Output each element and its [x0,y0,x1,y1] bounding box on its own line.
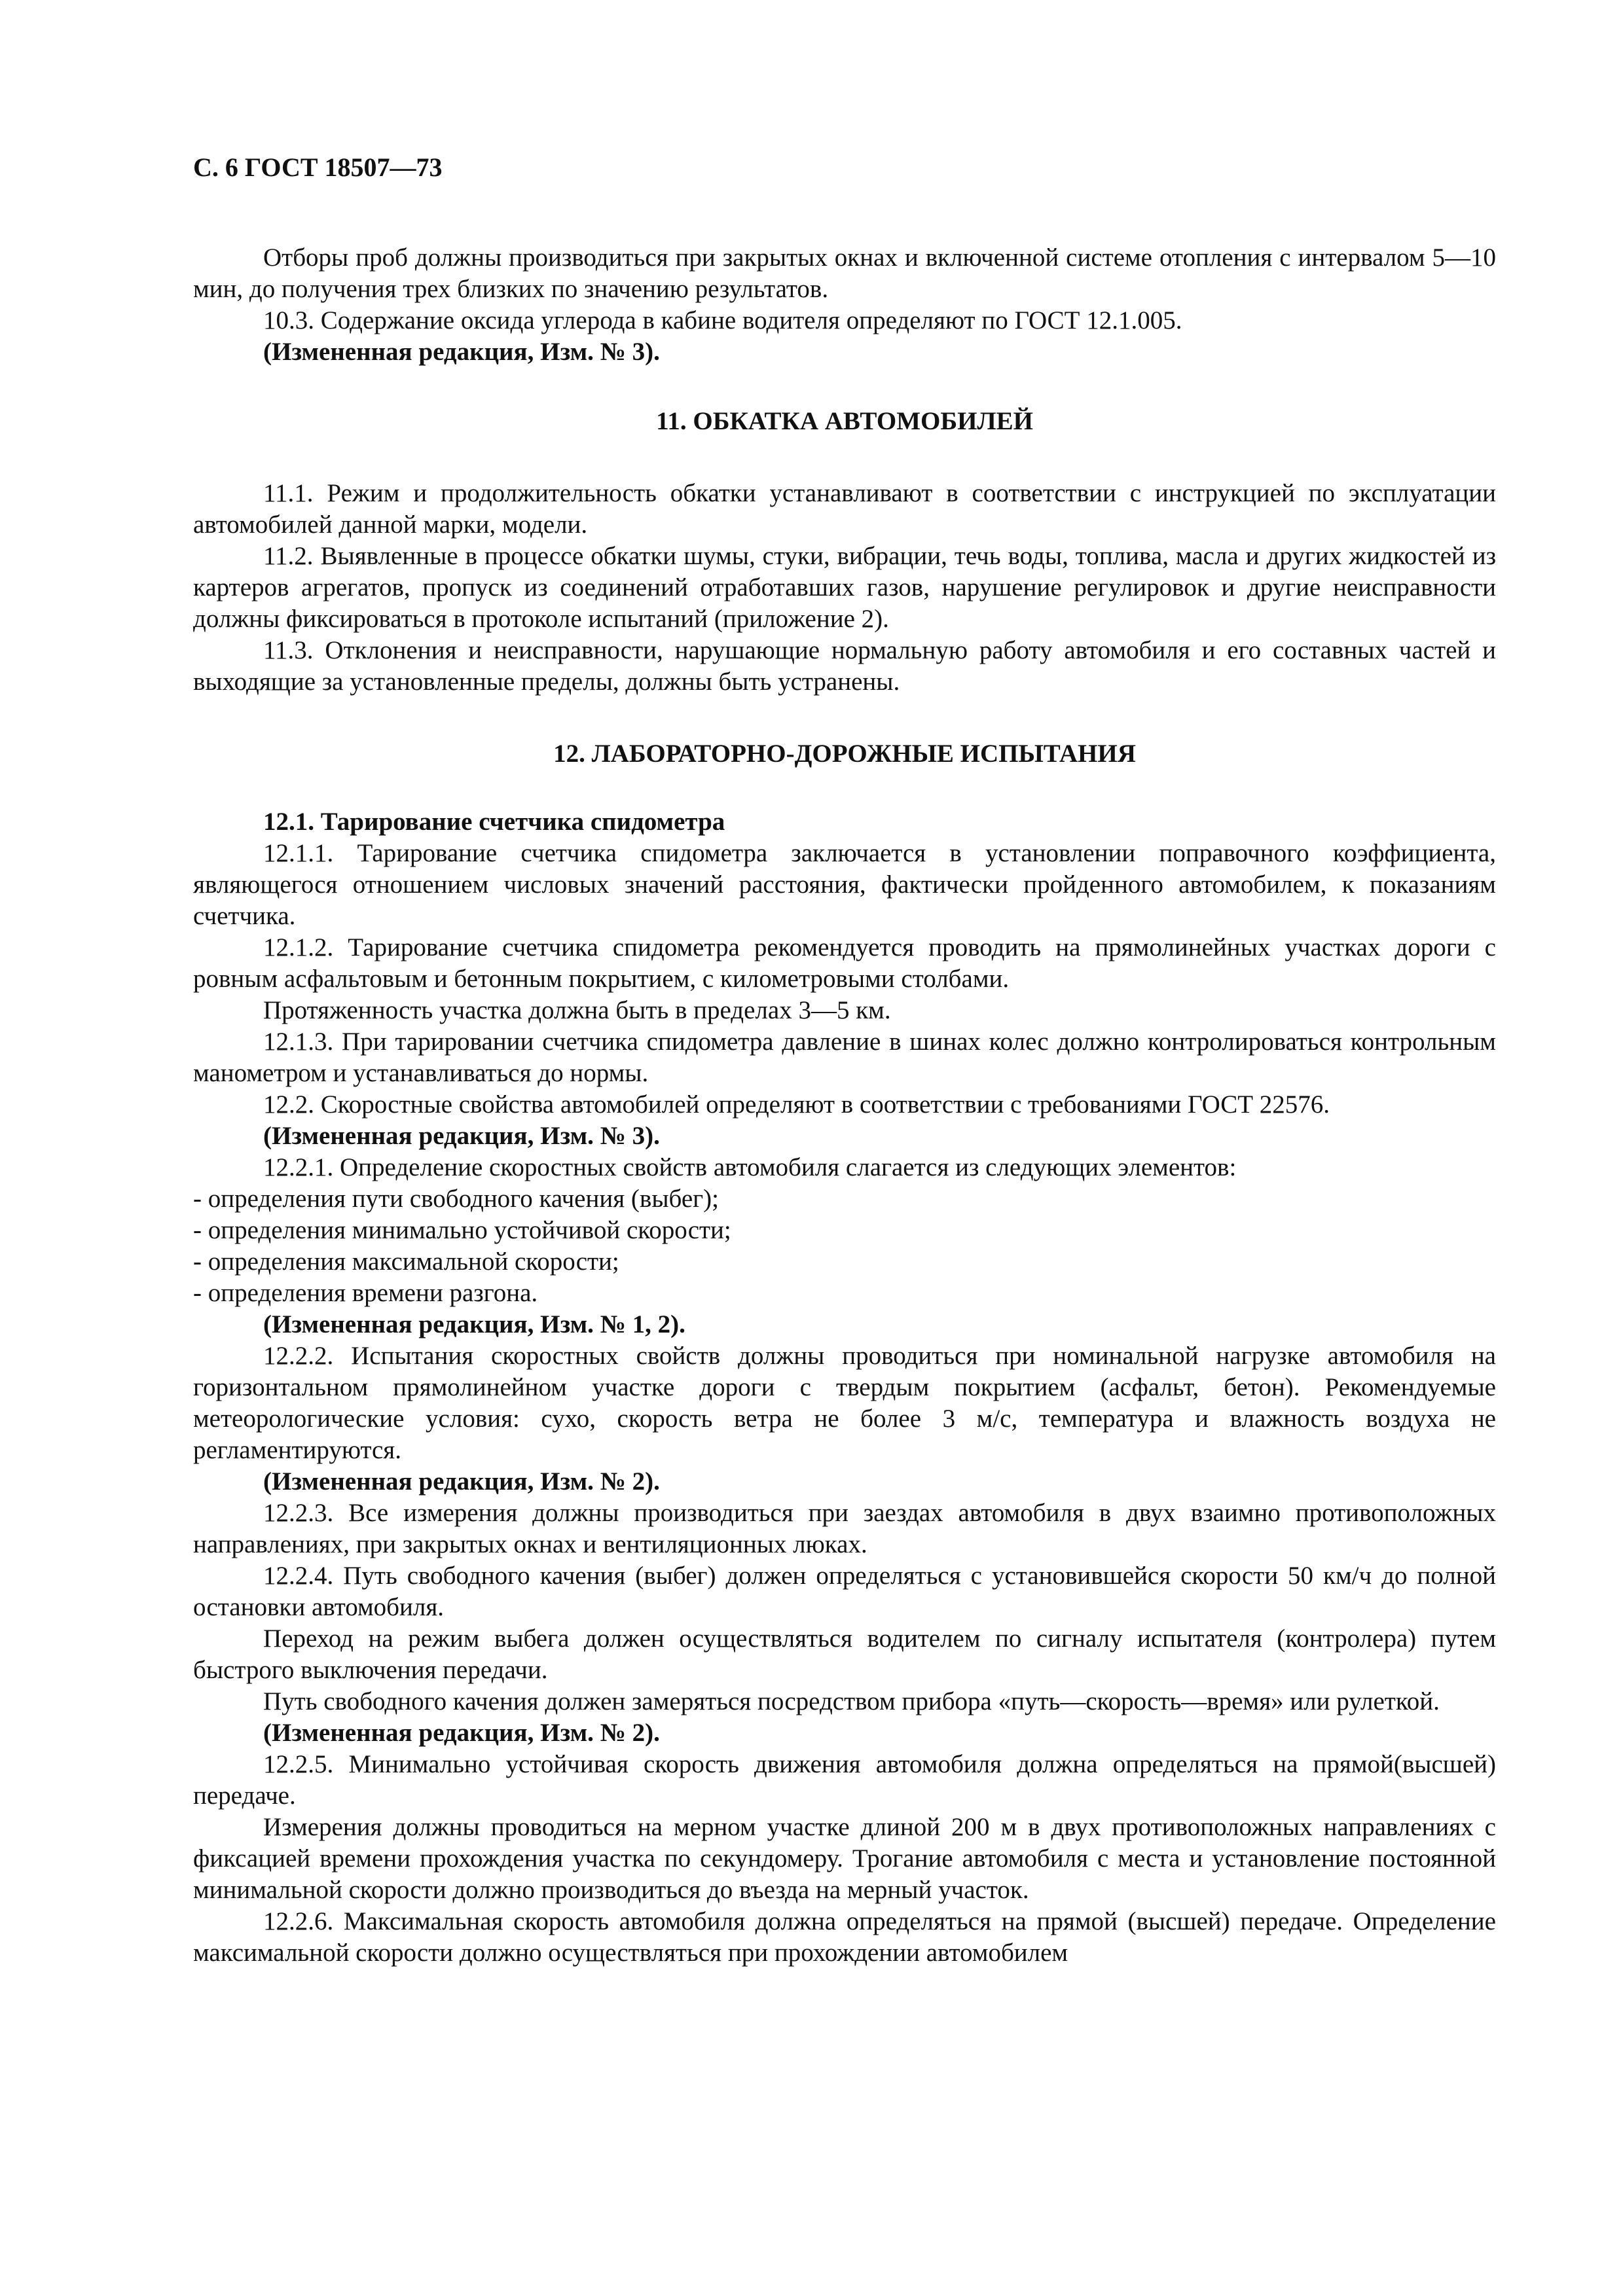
paragraph-11-2: 11.2. Выявленные в процессе обкатки шумы, стуки, вибрации, течь воды, топлива, масла и других жидкостей из картеров агрегатов, пропуск из соединений отработавших газов, нарушение регулировок и другие неисправности должны фиксироваться в протоколе испытаний (приложение 2). [193,542,1496,633]
subsection-heading-12-1: 12.1. Тарирование счетчика спидометра [263,808,725,836]
amendment-note: (Измененная редакция, Изм. № 3). [263,338,660,366]
paragraph-12-2: 12.2. Скоростные свойства автомобилей определяют в соответствии с требованиями ГОСТ 22576. [263,1090,1330,1119]
paragraph-12-2-4-transition: Переход на режим выбега должен осуществляться водителем по сигналу испытателя (контролера) путем быстрого выключения передачи. [193,1624,1496,1684]
section-heading-11: 11. ОБКАТКА АВТОМОБИЛЕЙ [656,407,1033,435]
paragraph-12-2-5-measurement: Измерения должны проводиться на мерном участке длиной 200 м в двух противоположных направлениях с фиксацией времени прохождения участка по секундомеру. Трогание автомобиля с места и установление постоянной минимальной скорости должно производиться до въезда на мерный участок. [193,1813,1496,1904]
amendment-note: (Измененная редакция, Изм. № 1, 2). [263,1310,685,1338]
paragraph-12-1-2: 12.1.2. Тарирование счетчика спидометра рекомендуется проводить на прямолинейных участках дороги с ровным асфальтовым и бетонным покрытием, с километровыми столбами. [193,933,1496,993]
paragraph-12-2-4-measure: Путь свободного качения должен замеряться посредством прибора «путь—скорость—время» или рулеткой. [263,1687,1440,1715]
amendment-note: (Измененная редакция, Изм. № 2). [263,1467,660,1496]
list-item: - определения пути свободного качения (выбег); [193,1185,719,1213]
document-page [193,152,1496,1969]
paragraph-12-1-3: 12.1.3. При тарировании счетчика спидометра давление в шинах колес должно контролироваться контрольным манометром и устанавливаться до нормы. [193,1028,1496,1087]
list-item: - определения минимально устойчивой скорости; [193,1216,731,1244]
page-header: С. 6 ГОСТ 18507—73 [193,152,443,182]
amendment-note: (Измененная редакция, Изм. № 3). [263,1122,660,1150]
paragraph-11-3: 11.3. Отклонения и неисправности, нарушающие нормальную работу автомобиля и его составных частей и выходящие за установленные пределы, должны быть устранены. [193,636,1496,696]
list-item: - определения времени разгона. [193,1279,538,1307]
paragraph-12-1-2-length: Протяженность участка должна быть в пределах 3—5 км. [263,996,891,1024]
paragraph-12-1-1: 12.1.1. Тарирование счетчика спидометра заключается в установлении поправочного коэффициента, являющегося отношением числовых значений расстояния, фактически пройденного автомобилем, к показаниям счетчика. [193,839,1496,930]
paragraph-12-2-6: 12.2.6. Максимальная скорость автомобиля должна определяться на прямой (высшей) передаче. Определение максимальной скорости должно осуществляться при прохождении автомобилем [193,1907,1496,1967]
paragraph-12-2-3: 12.2.3. Все измерения должны производиться при заездах автомобиля в двух взаимно противоположных направлениях, при закрытых окнах и вентиляционных люках. [193,1499,1496,1558]
section-heading-12: 12. ЛАБОРАТОРНО-ДОРОЖНЫЕ ИСПЫТАНИЯ [553,740,1136,768]
paragraph-12-2-2: 12.2.2. Испытания скоростных свойств должны проводиться при номинальной нагрузке автомобиля на горизонтальном прямолинейном участке дороги с твердым покрытием (асфальт, бетон). Рекомендуемые метеорологические условия: сухо, скорость ветра не более 3 м/с, температура и влажность воздуха не регламентируются. [193,1342,1496,1464]
list-item: - определения максимальной скорости; [193,1247,619,1276]
paragraph-12-2-4: 12.2.4. Путь свободного качения (выбег) должен определяться с установившейся скорости 50 км/ч до полной остановки автомобиля. [193,1562,1496,1621]
paragraph-12-2-5: 12.2.5. Минимально устойчивая скорость движения автомобиля должна определяться на прямой(высшей) передаче. [193,1750,1496,1810]
paragraph-sampling: Отборы проб должны производиться при закрытых окнах и включенной системе отопления с интервалом 5—10 мин, до получения трех близких по значению результатов. [193,243,1496,303]
paragraph-10-3: 10.3. Содержание оксида углерода в кабине водителя определяют по ГОСТ 12.1.005. [263,306,1182,334]
amendment-note: (Измененная редакция, Изм. № 2). [263,1719,660,1747]
paragraph-12-2-1: 12.2.1. Определение скоростных свойств автомобиля слагается из следующих элементов: [263,1153,1237,1181]
paragraph-11-1: 11.1. Режим и продолжительность обкатки устанавливают в соответствии с инструкцией по эксплуатации автомобилей данной марки, модели. [193,479,1496,539]
